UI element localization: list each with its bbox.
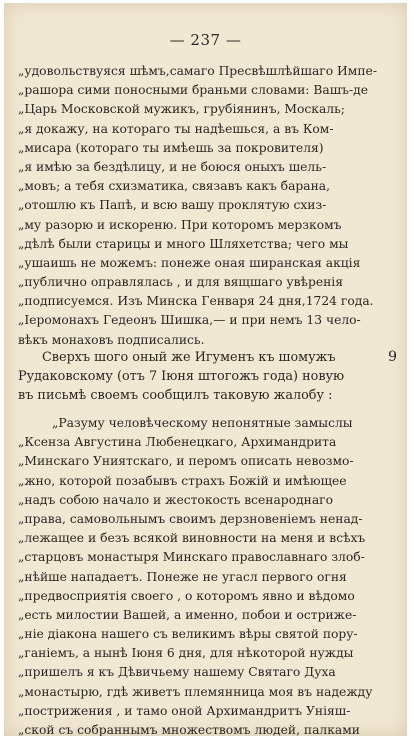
text-line: „монастырю, гдѣ живетъ племянница моя въ надежду (18, 684, 373, 699)
text-line: „удовольствуяся шѣмъ,самаго Пресвѣшлѣйшаго Импе- (18, 64, 377, 78)
text-line: „надъ собою начало и жестокость всенароднаго (18, 492, 334, 507)
text-line: Рудаковскому (отъ 7 Іюня штогожъ года) новую (18, 369, 345, 385)
text-line: Сверхъ шого оный же Игуменъ къ шомужъ (42, 350, 336, 365)
text-line: „му разорю и искореню. При которомъ мерзкомъ (18, 217, 342, 232)
text-line: „ской съ собраннымъ множествомъ людей, палками (18, 723, 361, 736)
text-line: „нѣйше нападаетъ. Понеже не угасл первого огня (18, 569, 347, 584)
margin-number: 9 (388, 349, 397, 365)
text-line: „Іеромонахъ Гедеонъ Шишка,— и при немъ 13 чело- (18, 313, 361, 328)
text-line: „пострижения , и тамо оной Архимандритъ Уніяш- (18, 703, 351, 718)
text-line: „права, самовольнымъ своимъ дерзновеніемъ ненад- (18, 511, 363, 526)
quoted-letter-2 (4, 414, 407, 736)
text-line: „Разуму человѣческому непонятные замыслы (52, 416, 353, 430)
text-line: „отошлю къ Папѣ, и всю вашу проклятую схиз- (18, 198, 327, 213)
page-number: — 237 — (169, 31, 242, 49)
text-line: „публично оправлялась , и для вящшаго увѣренія (18, 275, 343, 290)
quoted-letter-1 (4, 62, 407, 350)
text-line: въ письмѣ своемъ сообщилъ таковую жалобу : (18, 388, 333, 404)
narrative-paragraph (4, 348, 407, 406)
text-line: „рашора сими поносными браньми словами: Вашъ-де (18, 83, 368, 98)
text-line: „подписуемся. Изъ Минска Генваря 24 дня,1724 года. (18, 294, 374, 309)
text-line: „ганіемъ, а нынѣ Іюня 6 дня, для нѣкоторой нужды (18, 646, 354, 661)
text-line: „пришелъ я къ Дѣвичьему нашему Святаго Духа (18, 665, 336, 680)
text-line: „Минскаго Униятскаго, и перомъ описать невозмо- (18, 454, 354, 469)
text-line: „Царь Московской мужикъ, грубіянинъ, Москаль; (18, 102, 345, 117)
text-line: „старцовъ монастыря Минскаго православнаго злоб- (18, 550, 365, 565)
text-line: „есть милостии Вашей, а именно, побои и остриже- (18, 607, 357, 622)
text-line: „я имѣю за бездѣлицу, и не боюся оныхъ шель- (18, 159, 327, 174)
text-line: „дѣлѣ были старицы и много Шляхетства; чего мы (18, 236, 349, 251)
text-line: „я докажу, на котораго ты надѣешься, а въ Ком- (18, 121, 334, 136)
text-line: „мовъ; а тебя схизматика, связавъ какъ барана, (18, 179, 331, 194)
text-line: „мисара (котораго ты имѣешь за покровителя) (18, 140, 324, 155)
book-page (4, 3, 407, 736)
text-line: „ніе діакона нашего съ великимъ вѣры святой пору- (18, 627, 358, 642)
text-line: „лежащее и безъ всякой виновности на меня и всѣхъ (18, 531, 366, 546)
text-line: „жно, которой позабывъ страхъ Божій и имѣющее (18, 473, 347, 488)
text-line: вѣкъ монаховъ подписались. (18, 332, 205, 347)
text-line: „ушаишь не можемъ: понеже оная ширанская акція (18, 255, 361, 270)
text-line: „Ксенза Августина Любенецкаго, Архимандрита (18, 435, 337, 450)
text-line: „предвосприятія своего , о которомъ явно и вѣдомо (18, 588, 355, 603)
